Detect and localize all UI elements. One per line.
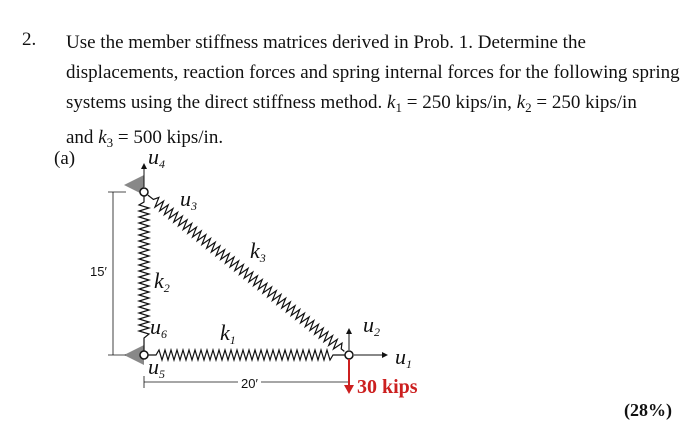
part-label: (a) (54, 148, 76, 169)
question-line-2: displacements, reaction forces and spring internal forces for the following spring (66, 62, 680, 83)
spring-k1 (148, 350, 345, 360)
dim-vertical-label: 15′ (90, 264, 107, 279)
u2-arrowhead-icon (346, 328, 352, 334)
label-k3: k3 (250, 238, 266, 265)
bottom-node-icon (140, 351, 148, 359)
question-number: 2. (22, 29, 37, 50)
question-line-1: Use the member stiffness matrices derived in Prob. 1. Determine the (66, 32, 586, 53)
label-u6: u6 (150, 314, 167, 341)
spring-k3 (145, 191, 348, 355)
label-u3: u3 (180, 186, 197, 213)
label-u4: u4 (148, 144, 165, 171)
load-arrowhead-icon (344, 385, 354, 394)
label-u5: u5 (148, 354, 165, 381)
u1-arrowhead-icon (382, 352, 388, 358)
top-node-icon (140, 188, 148, 196)
label-k1: k1 (220, 320, 236, 347)
weight-label: (28%) (624, 400, 672, 420)
label-k2: k2 (154, 268, 170, 295)
load-label: 30 kips (357, 376, 418, 398)
label-u1: u1 (395, 344, 412, 371)
spring-k2 (139, 196, 149, 351)
question-text (66, 28, 690, 158)
right-node-icon (345, 351, 353, 359)
u4-arrowhead-icon (141, 163, 147, 169)
question-line-3: systems using the direct stiffness method. $k_1 = 250$ kips/in, $k_2 = 250$ kips/in (66, 92, 637, 115)
question-line-4: and $k_3 = 500$ kips/in. (66, 127, 224, 150)
label-u2: u2 (363, 312, 380, 339)
dim-horizontal-label: 20′ (238, 376, 261, 391)
spring-diagram (90, 144, 450, 400)
